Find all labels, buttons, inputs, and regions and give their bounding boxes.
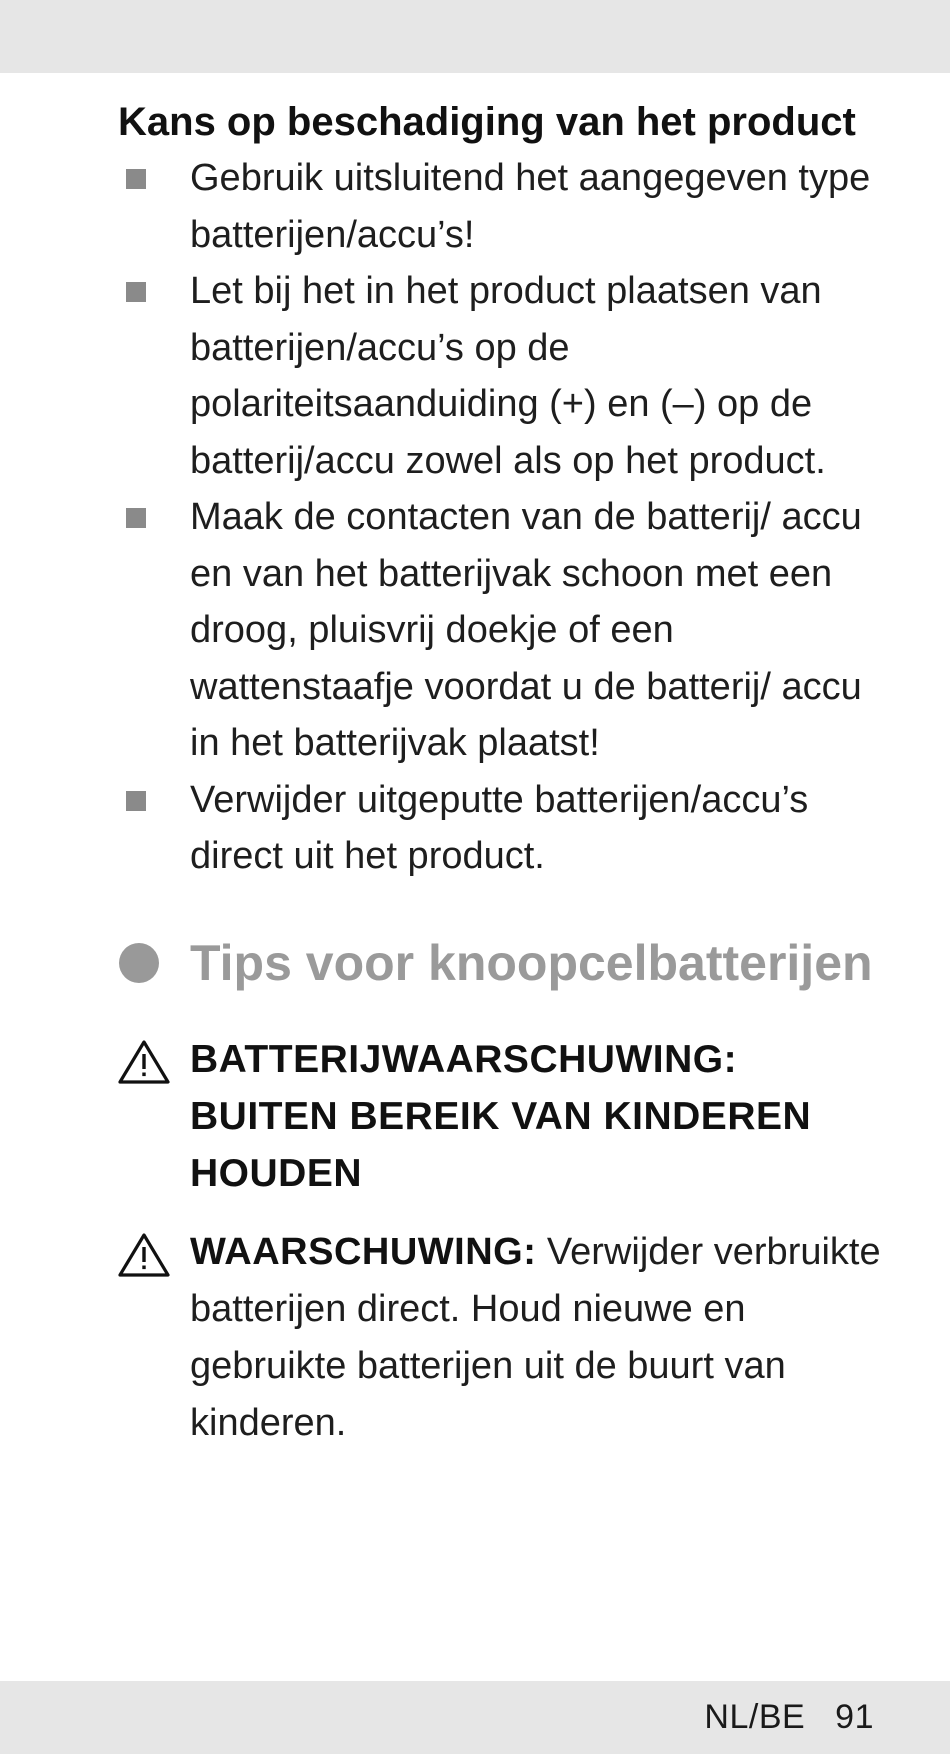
bullet-text: Verwijder uitgeputte batterijen/accu’s direct uit het product. <box>190 778 809 877</box>
tips-title: Tips voor knoopcelbatterijen <box>190 934 873 991</box>
warning-label: WAARSCHUWING: <box>190 1230 537 1273</box>
page-content <box>118 94 881 1452</box>
battery-warning-text: BATTERIJWAARSCHUWING: BUITEN BEREIK VAN KINDEREN HOUDEN <box>190 1037 812 1195</box>
warning-text: Verwijder verbruikte batterijen direct. Houd nieuwe en gebruikte batterijen uit de buurt van kinderen. <box>190 1230 881 1444</box>
footer-locale: NL/BE <box>704 1698 806 1736</box>
list-item <box>118 150 896 263</box>
square-bullet-icon <box>126 791 146 811</box>
square-bullet-icon <box>126 169 146 189</box>
warning-triangle-icon <box>117 1039 171 1085</box>
section-heading: Kans op beschadiging van het product <box>118 100 856 144</box>
circle-bullet-icon <box>119 943 159 983</box>
general-warning <box>118 1224 888 1452</box>
list-item <box>118 489 896 772</box>
list-item <box>118 263 896 489</box>
tips-section <box>118 931 878 995</box>
square-bullet-icon <box>126 508 146 528</box>
warning-triangle-icon <box>117 1232 171 1278</box>
bullet-list <box>118 150 878 885</box>
bullet-text: Let bij het in het product plaatsen van batterijen/accu’s op de polariteitsaanduiding (+) en (–) op de batterij/accu zowel als op het product. <box>190 270 826 482</box>
page-number: 91 <box>835 1698 874 1736</box>
battery-warning <box>118 1031 888 1202</box>
top-band <box>0 0 950 73</box>
page-footer <box>704 1697 874 1737</box>
list-item <box>118 772 896 885</box>
bullet-text: Maak de contacten van de batterij/ accu en van het batterijvak schoon met een droog, pluisvrij doekje of een wattenstaafje voordat u de batterij/ accu in het batterijvak plaatst! <box>190 496 862 764</box>
bullet-text: Gebruik uitsluitend het aangegeven type batterijen/accu’s! <box>190 157 871 256</box>
square-bullet-icon <box>126 282 146 302</box>
